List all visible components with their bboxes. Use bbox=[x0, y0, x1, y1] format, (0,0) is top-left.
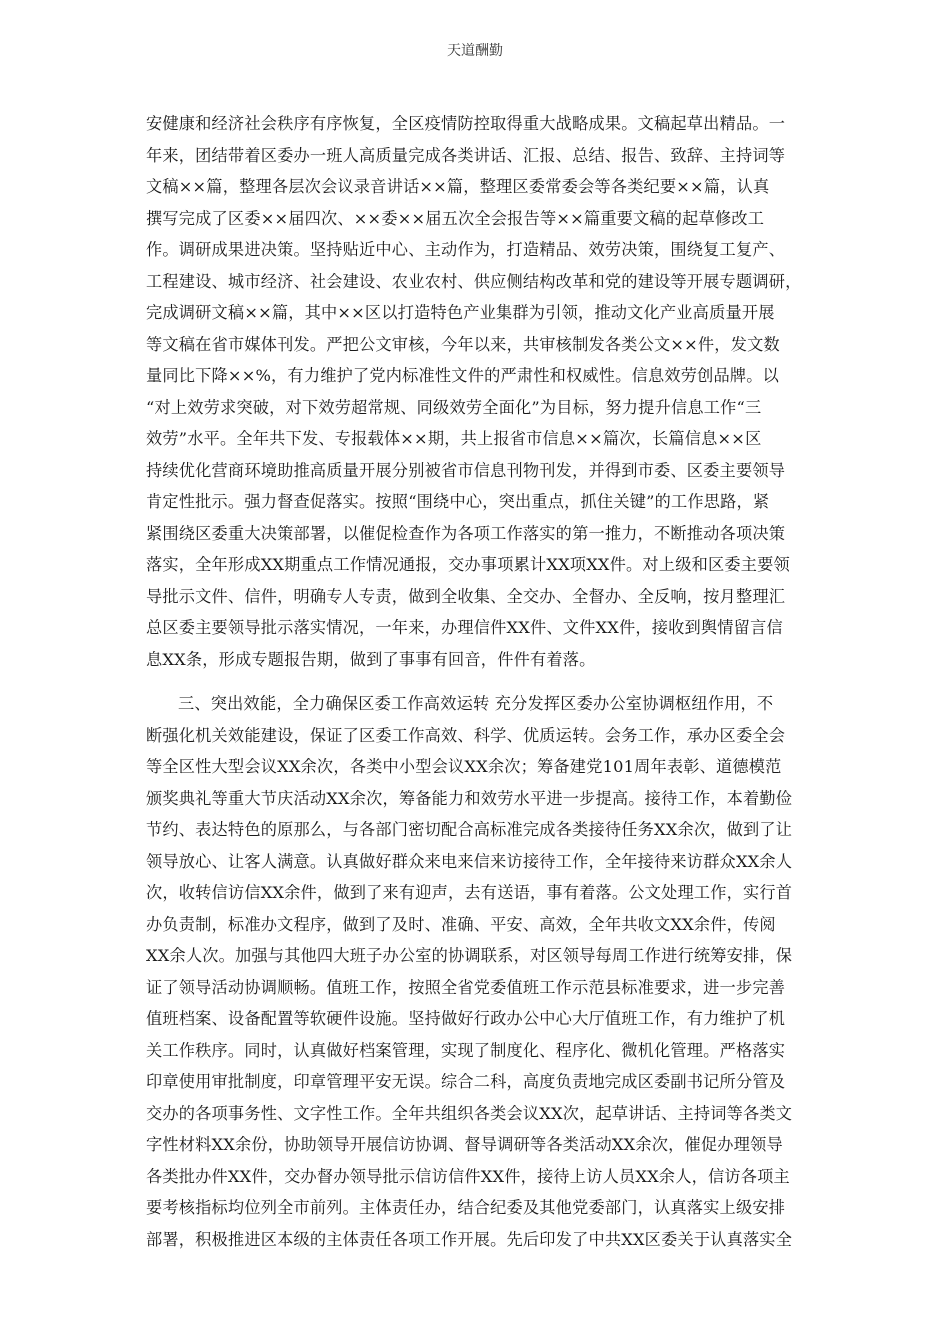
text-line: 颁奖典礼等重大节庆活动XX余次，筹备能力和效劳水平进一步提高。接待工作，本着勤俭 bbox=[146, 788, 793, 808]
text-line: 息XX条，形成专题报告期，做到了事事有回音，件件有着落。 bbox=[146, 649, 596, 669]
text-line: 证了领导活动协调顺畅。值班工作，按照全省党委值班工作示范县标准要求，进一步完善 bbox=[146, 977, 786, 997]
text-line: 效劳”水平。全年共下发、专报载体××期，共上报省市信息××篇次，长篇信息××区 bbox=[146, 429, 762, 448]
text-line: 量同比下降××%，有力维护了党内标准性文件的严肃性和权威性。信息效劳创品牌。以 bbox=[146, 366, 780, 385]
text-line: 导批示文件、信件，明确专人专责，做到全收集、全交办、全督办、全反响，按月整理汇 bbox=[146, 586, 786, 606]
document-body bbox=[146, 108, 810, 1255]
text-line: 断强化机关效能建设，保证了区委工作高效、科学、优质运转。会务工作，承办区委全会 bbox=[146, 725, 786, 745]
text-line: 落实，全年形成XX期重点工作情况通报，交办事项累计XX项XX件。对上级和区委主要领 bbox=[146, 555, 790, 574]
text-line: 交办的各项事务性、文字性工作。全年共组织各类会议XX次，起草讲话、主持词等各类文 bbox=[146, 1103, 793, 1123]
text-line: 关工作秩序。同时，认真做好档案管理，实现了制度化、程序化、微机化管理。严格落实 bbox=[146, 1040, 786, 1060]
text-line: 文稿××篇，整理各层次会议录音讲话××篇，整理区委常委会等各类纪要××篇，认真 bbox=[146, 177, 770, 196]
text-line: XX余人次。加强与其他四大班子办公室的协调联系，对区领导每周工作进行统筹安排，保 bbox=[146, 946, 793, 965]
text-line: 持续优化营商环境助推高质量开展分别被省市信息刊物刊发，并得到市委、区委主要领导 bbox=[146, 460, 786, 480]
text-line: 紧围绕区委重大决策部署，以催促检查作为各项工作落实的第一推力，不断推动各项决策 bbox=[146, 523, 786, 543]
text-line: 等全区性大型会议XX余次，各类中小型会议XX余次；筹备建党101周年表彰、道德模范 bbox=[146, 757, 782, 776]
text-line: 作。调研成果进决策。坚持贴近中心、主动作为，打造精品、效劳决策，围绕复工复产、 bbox=[146, 240, 786, 259]
paragraph-2 bbox=[146, 688, 810, 1255]
text-line: 要考核指标均位列全市前列。主体责任办，结合纪委及其他党委部门，认真落实上级安排 bbox=[146, 1198, 786, 1217]
text-line: 三、突出效能，全力确保区委工作高效运转 充分发挥区委办公室协调枢纽作用，不 bbox=[178, 694, 774, 713]
text-line: 节约、表达特色的原那么，与各部门密切配合高标准完成各类接待任务XX余次，做到了让 bbox=[146, 820, 793, 839]
paragraph-1 bbox=[146, 108, 810, 675]
text-line: 肯定性批示。强力督查促落实。按照“围绕中心，突出重点，抓住关键”的工作思路，紧 bbox=[146, 492, 770, 511]
text-line: 完成调研文稿××篇，其中××区以打造特色产业集群为引领，推动文化产业高质量开展 bbox=[146, 303, 775, 322]
text-line: 安健康和经济社会秩序有序恢复，全区疫情防控取得重大战略成果。文稿起草出精品。一 bbox=[146, 114, 786, 133]
text-line: 工程建设、城市经济、社会建设、农业农村、供应侧结构改革和党的建设等开展专题调研， bbox=[146, 271, 802, 291]
text-line: 部署，积极推进区本级的主体责任各项工作开展。先后印发了中共XX区委关于认真落实全 bbox=[146, 1229, 793, 1249]
text-line: 字性材料XX余份，协助领导开展信访协调、督导调研等各类活动XX余次，催促办理领导 bbox=[146, 1135, 783, 1154]
text-line: 年来，团结带着区委办一班人高质量完成各类讲话、汇报、总结、报告、致辞、主持词等 bbox=[146, 145, 786, 165]
text-line: 等文稿在省市媒体刊发。严把公文审核，今年以来，共审核制发各类公文××件，发文数 bbox=[146, 334, 780, 354]
text-line: 撰写完成了区委××届四次、××委××届五次全会报告等××篇重要文稿的起草修改工 bbox=[146, 208, 765, 228]
text-line: 总区委主要领导批示落实情况，一年来，办理信件XX件、文件XX件，接收到舆情留言信 bbox=[146, 618, 783, 637]
text-line: “对上效劳求突破，对下效劳超常规、同级效劳全面化”为目标，努力提升信息工作“三 bbox=[146, 397, 762, 417]
text-line: 办负责制，标准办文程序，做到了及时、准确、平安、高效，全年共收文XX余件，传阅 bbox=[146, 914, 776, 934]
text-line: 印章使用审批制度，印章管理平安无误。综合二科，高度负责地完成区委副书记所分管及 bbox=[146, 1072, 786, 1091]
text-line: 值班档案、设备配置等软硬件设施。坚持做好行政办公中心大厅值班工作，有力维护了机 bbox=[146, 1009, 786, 1028]
text-line: 次，收转信访信XX余件，做到了来有迎声，去有送语，事有着落。公文处理工作，实行首 bbox=[146, 883, 793, 902]
page-header: 天道酬勤 bbox=[447, 43, 503, 59]
text-line: 领导放心、让客人满意。认真做好群众来电来信来访接待工作，全年接待来访群众XX余人 bbox=[146, 851, 793, 871]
paragraph-gap bbox=[146, 675, 810, 688]
text-line: 各类批办件XX件，交办督办领导批示信访信件XX件，接待上访人员XX余人，信访各项主 bbox=[146, 1166, 790, 1186]
